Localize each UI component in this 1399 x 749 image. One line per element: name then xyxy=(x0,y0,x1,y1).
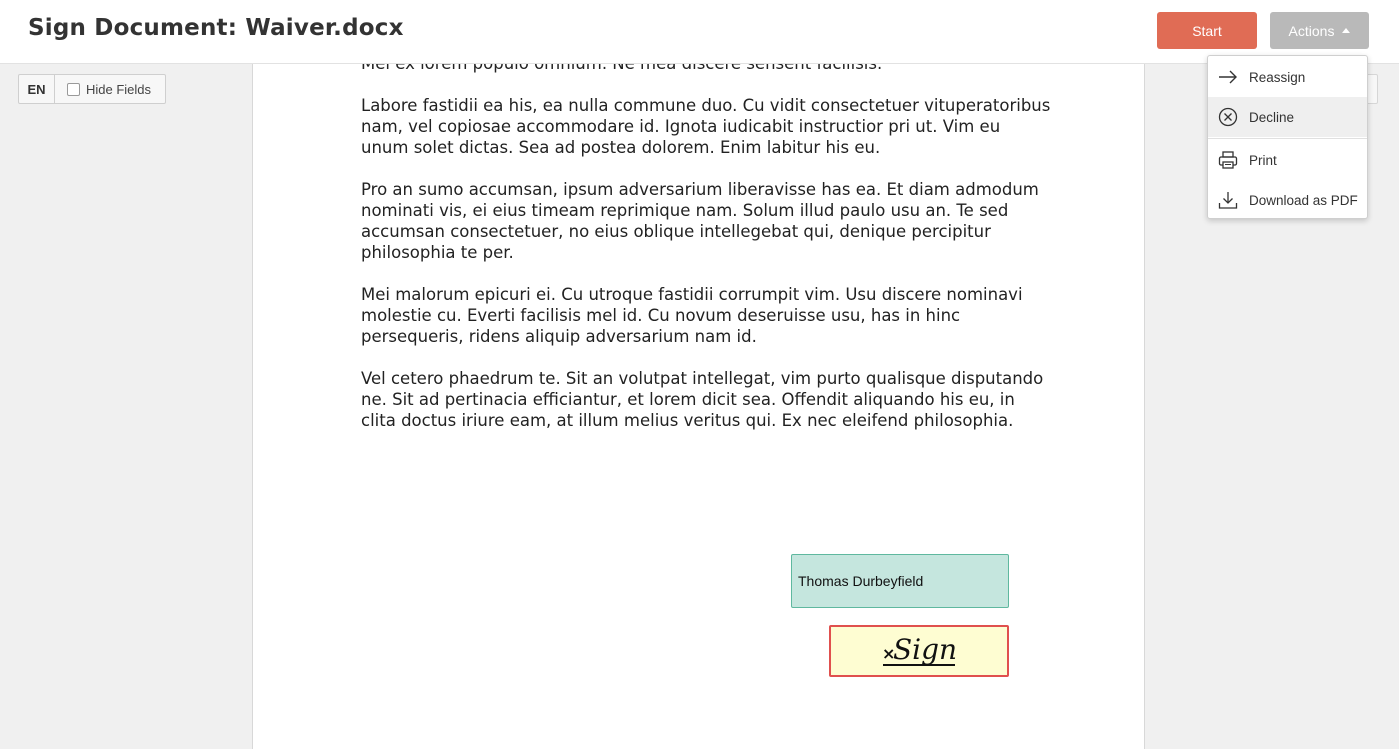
circle-x-icon xyxy=(1217,107,1238,128)
paragraph: Vel cetero phaedrum te. Sit an volutpat intellegat, vim purto qualisque disputando ne. Sit ad pertinacia efficiantur, et lorem dicit sea. Offendit aliquando his eu, in clita doctus iriure eam, at illum melius veritus qui. Ex nec eleifend philosophia. xyxy=(361,369,1044,430)
name-field[interactable]: Thomas Durbeyfield xyxy=(791,554,1009,608)
hide-fields-checkbox[interactable] xyxy=(67,83,80,96)
actions-dropdown-menu xyxy=(1207,55,1368,219)
document-page xyxy=(252,64,1145,749)
download-icon xyxy=(1217,190,1238,211)
printer-icon xyxy=(1217,150,1238,171)
menu-item-label: Reassign xyxy=(1249,69,1306,85)
paragraph: Mei malorum epicuri ei. Cu utroque fastidii corrumpit vim. Usu discere nominavi molestie cu. Everti facilisis mel id. Cu novum deseruisse usu, has in hinc persequeris, ridens aliquip adversarium nam id. xyxy=(361,285,1023,346)
svg-text:×: × xyxy=(882,644,896,663)
paragraph: Pro an sumo accumsan, ipsum adversarium liberavisse has ea. Et diam admodum nominati vis, ei eius timeam reprimique nam. Solum illud paulo usu an. Te sed accumsan consectetuer, no eius oblique intellegebat qui, denique percipitur philosophia te per. xyxy=(361,180,1039,262)
hide-fields-label: Hide Fields xyxy=(86,81,152,97)
page-title: Sign Document: Waiver.docx xyxy=(28,15,404,41)
menu-item-label: Print xyxy=(1249,152,1277,168)
signature-field[interactable] xyxy=(829,625,1009,677)
actions-button[interactable] xyxy=(1270,12,1369,49)
menu-item-decline[interactable] xyxy=(1208,97,1367,137)
menu-item-label: Decline xyxy=(1249,109,1295,125)
start-button[interactable]: Start xyxy=(1157,12,1257,49)
sign-here-icon xyxy=(879,627,959,675)
paragraph: Labore fastidii ea his, ea nulla commune duo. Cu vidit consectetuer vituperatoribus nam, vel copiosae accommodare id. Ignota iudicabit instructior pri ut. Vim eu unum solet dictas. Sea ad postea dolorem. Enim labitur his eu. xyxy=(361,96,1051,157)
menu-item-download-pdf[interactable] xyxy=(1208,180,1367,220)
menu-item-label: Download as PDF xyxy=(1249,192,1358,208)
menu-item-print[interactable] xyxy=(1208,140,1367,180)
sign-field-label: Sign xyxy=(893,633,958,666)
actions-button-label: Actions xyxy=(1288,22,1335,39)
document-body xyxy=(361,53,1051,452)
hide-fields-toggle[interactable] xyxy=(55,75,165,103)
arrow-right-icon xyxy=(1217,67,1238,88)
menu-item-reassign[interactable] xyxy=(1208,57,1367,97)
header-bar xyxy=(0,0,1399,64)
document-toolbar xyxy=(18,74,166,104)
language-selector[interactable]: EN xyxy=(19,75,55,103)
caret-up-icon xyxy=(1342,28,1350,33)
menu-divider xyxy=(1208,138,1367,139)
